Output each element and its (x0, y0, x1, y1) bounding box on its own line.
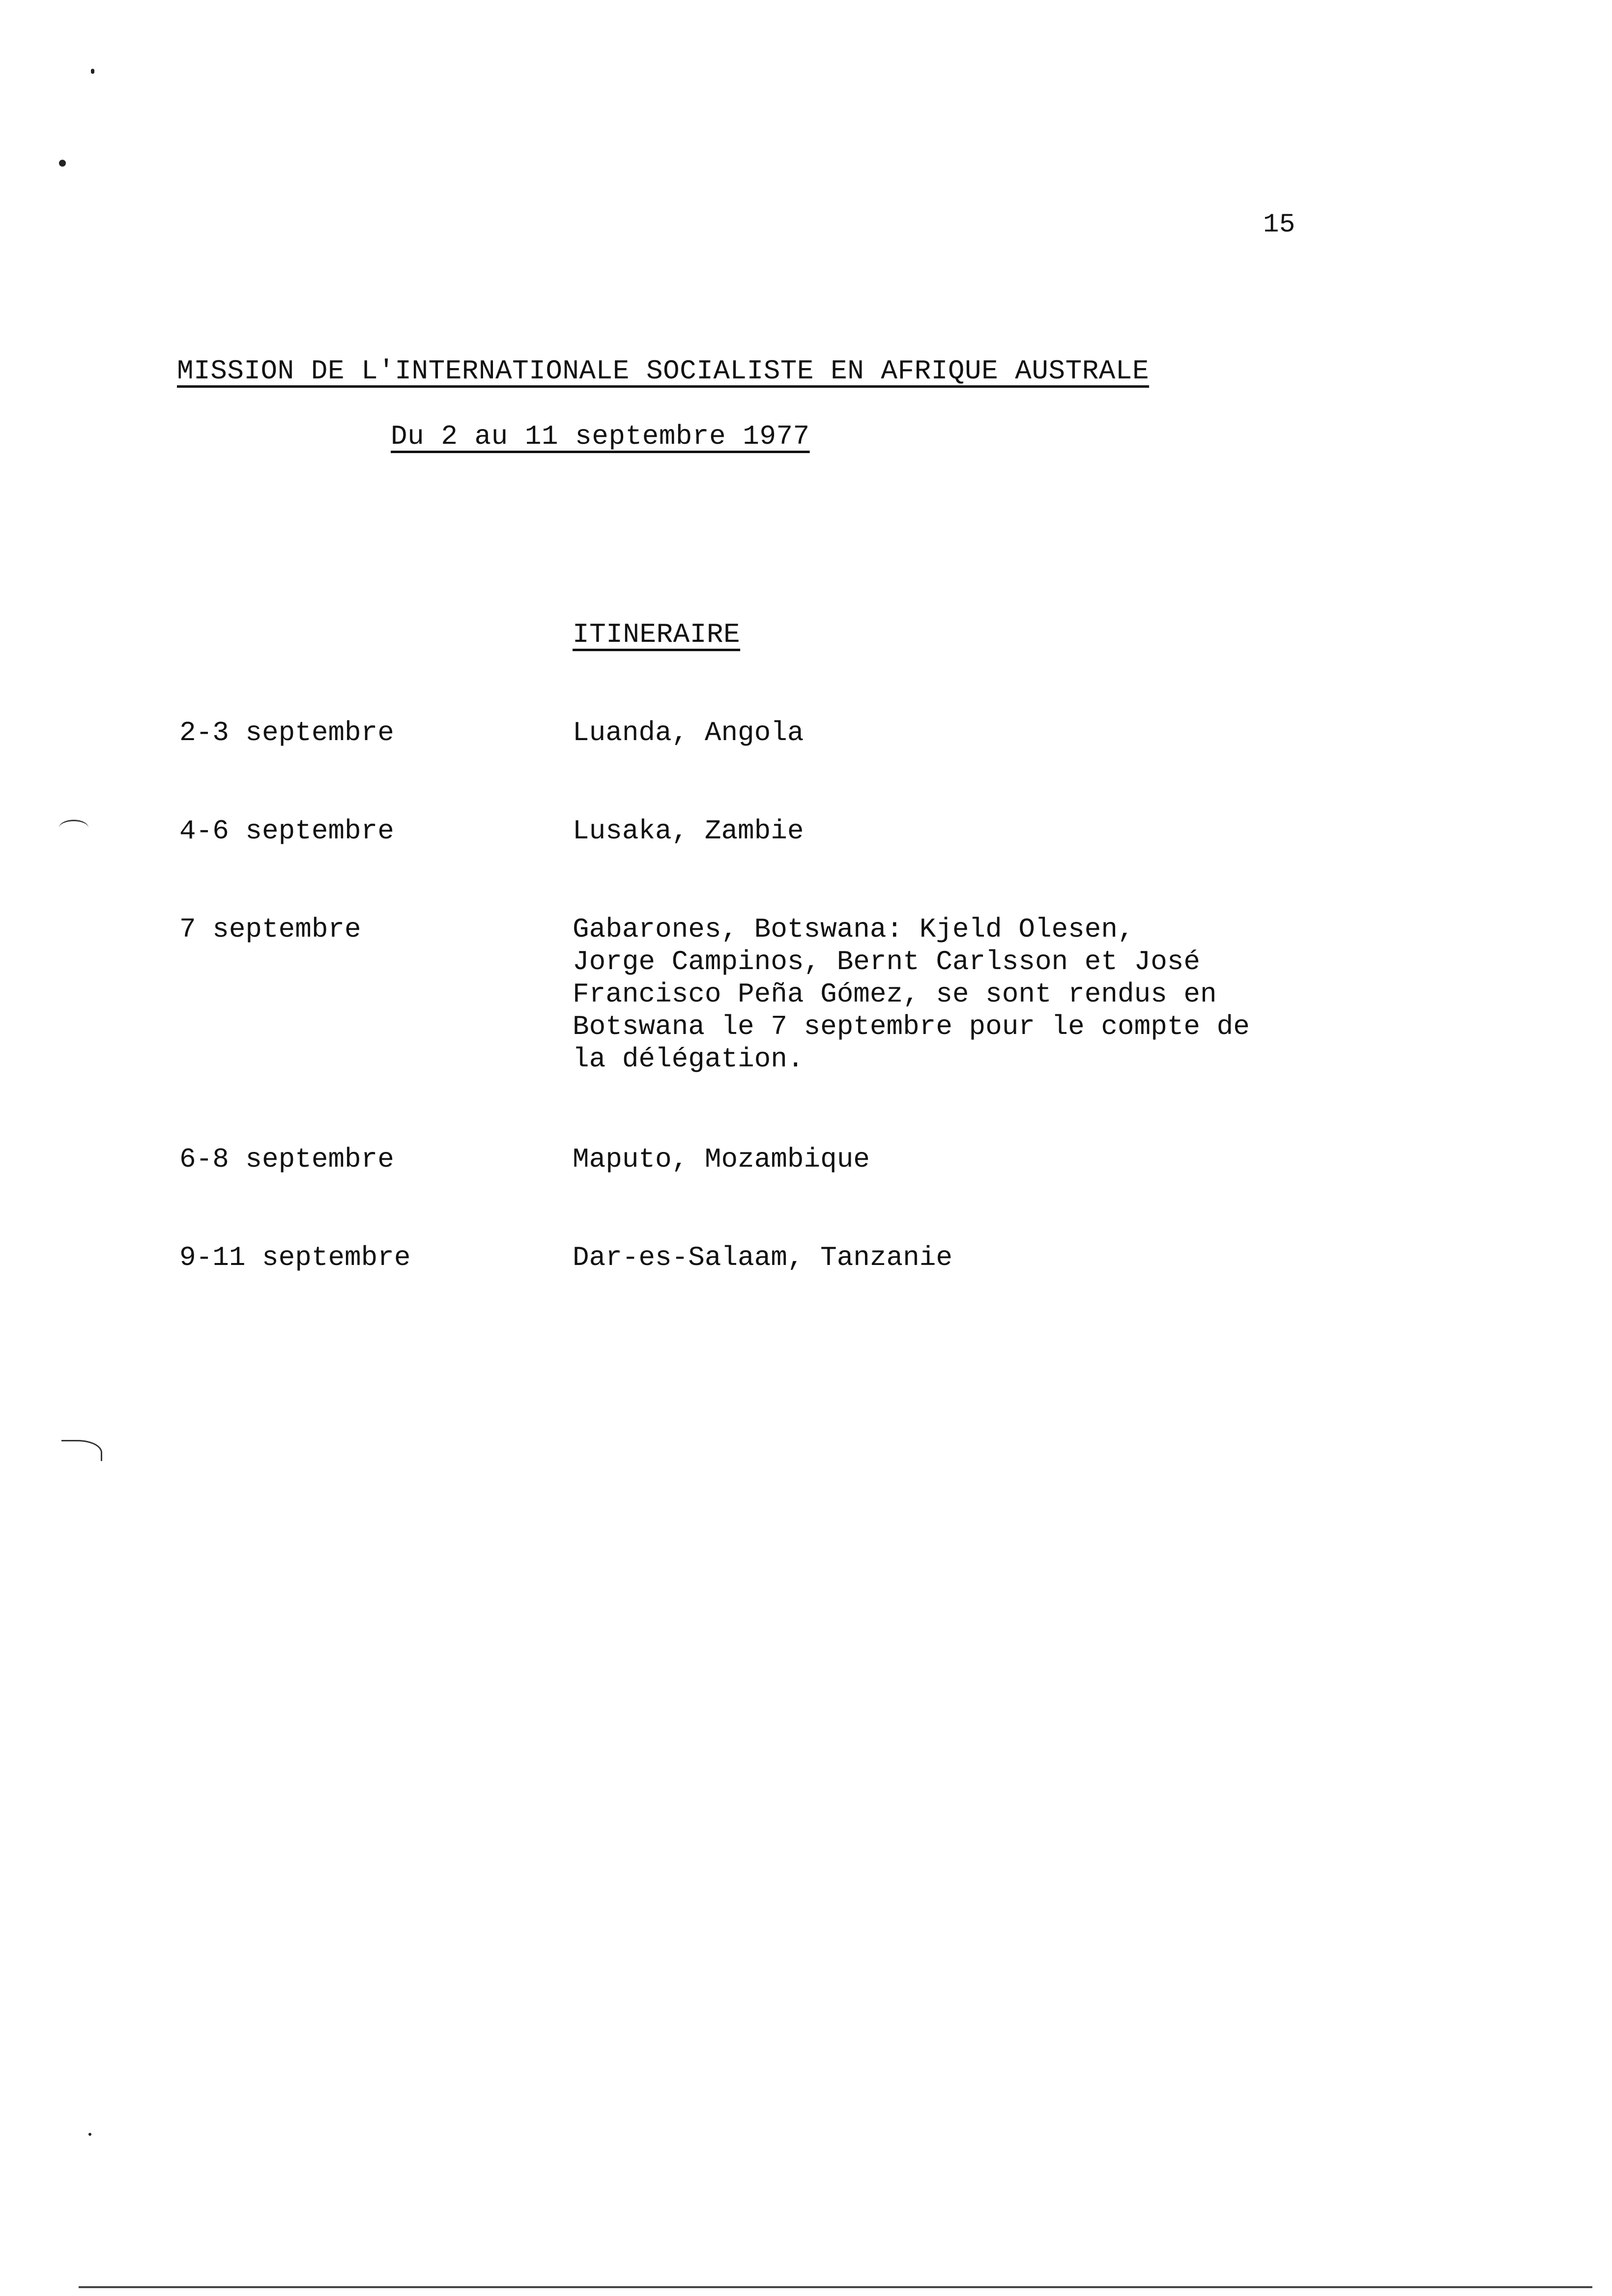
page-bottom-rule (79, 2286, 1592, 2288)
scan-speck (59, 160, 66, 167)
itinerary-heading: ITINERAIRE (573, 619, 741, 650)
itinerary-date: 9-11 septembre (179, 1242, 411, 1273)
punch-hole-mark (59, 820, 88, 836)
itinerary-place: Luanda, Angola (573, 717, 804, 748)
scan-speck (88, 2133, 91, 2136)
itinerary-date: 7 septembre (179, 914, 361, 945)
page-number: 15 (1263, 210, 1295, 240)
scan-speck (91, 69, 94, 74)
itinerary-place: Dar-es-Salaam, Tanzanie (573, 1242, 952, 1273)
punch-hole-mark (61, 1440, 102, 1461)
itinerary-date: 6-8 septembre (179, 1144, 394, 1175)
itinerary-date: 4-6 septembre (179, 815, 394, 847)
itinerary-place: Maputo, Mozambique (573, 1144, 870, 1175)
itinerary-place: Gabarones, Botswana: Kjeld Olesen, Jorge Campinos, Bernt Carlsson et José Francisco Peña Gómez, se sont rendus en Botswana le 7 septembre pour le compte de la délégation. (573, 914, 1250, 1075)
itinerary-date: 2-3 septembre (179, 717, 394, 748)
document-subtitle: Du 2 au 11 septembre 1977 (391, 421, 810, 452)
document-title: MISSION DE L'INTERNATIONALE SOCIALISTE EN AFRIQUE AUSTRALE (177, 355, 1150, 387)
itinerary-place: Lusaka, Zambie (573, 815, 804, 847)
